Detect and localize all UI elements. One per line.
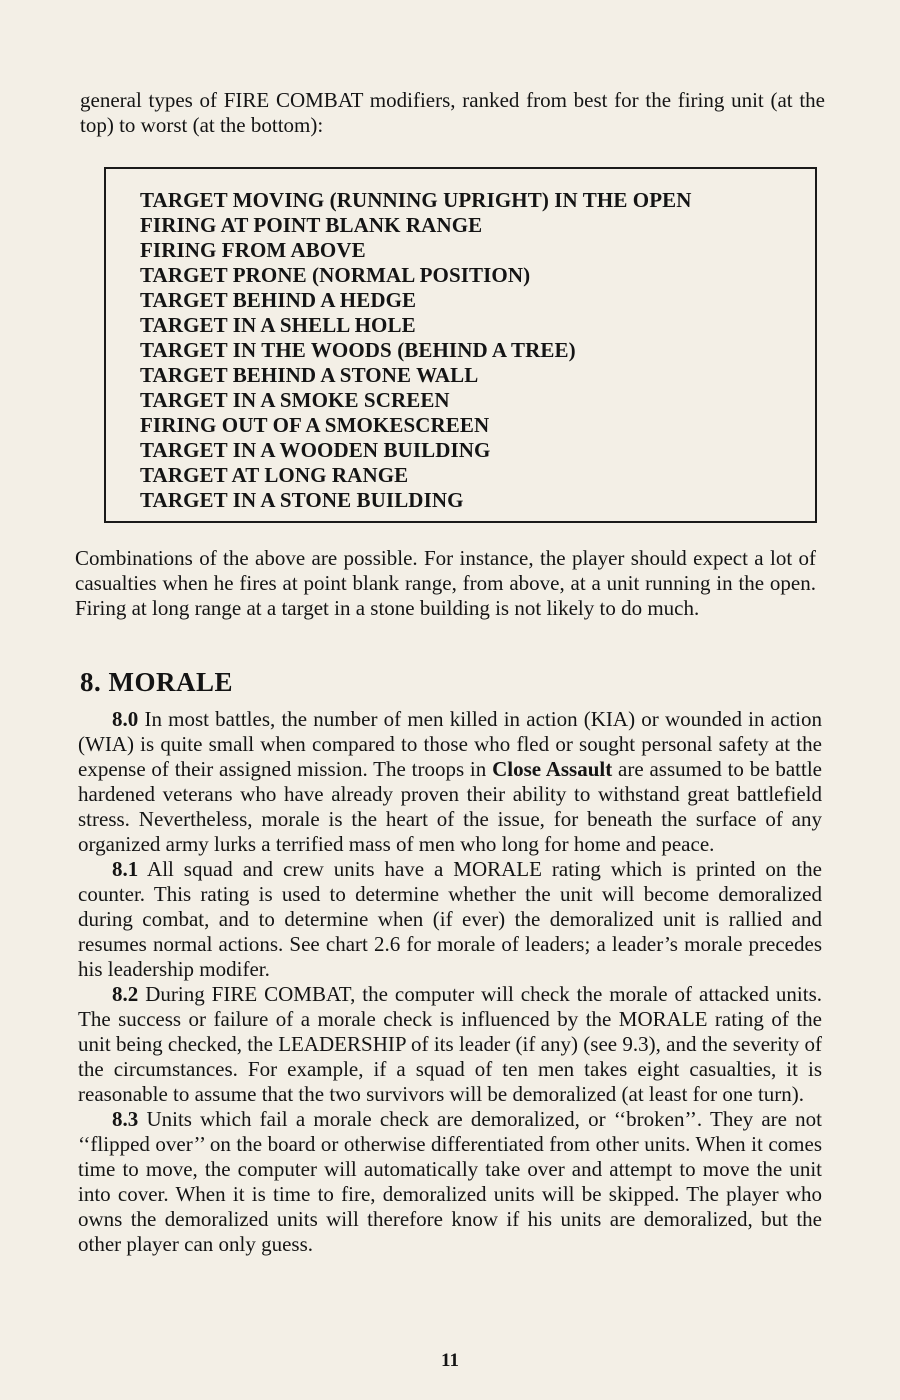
modifier-item: TARGET IN A WOODEN BUILDING <box>140 438 491 462</box>
paragraph-text: are assumed to be battle hardened veterans who have already proven their ability to withstand great battlefield stress. Nevertheless, morale is the heart of the issue, for beneath the surface of any organized army lurks a terrified mass of men who long for home and peace. <box>78 757 822 856</box>
modifier-item: TARGET IN A STONE BUILDING <box>140 488 464 512</box>
paragraph-number: 8.1 <box>112 857 139 881</box>
modifier-item: TARGET IN THE WOODS (BEHIND A TREE) <box>140 338 576 362</box>
paragraph-text: In most battles, the number of men killed in action (KIA) or wounded in action (WIA) is quite small when compared to those who fled or sought personal safety at the expense of their assigned mission. The troops in <box>78 707 822 781</box>
modifier-item: TARGET IN A SMOKE SCREEN <box>140 388 450 412</box>
modifier-item: TARGET PRONE (NORMAL POSITION) <box>140 263 531 287</box>
page-number: 11 <box>441 1350 459 1371</box>
paragraph-8-0 <box>78 707 822 857</box>
modifier-item: TARGET AT LONG RANGE <box>140 463 409 487</box>
paragraph-number: 8.3 <box>112 1107 139 1131</box>
paragraph-text: During FIRE COMBAT, the computer will check the morale of attacked units. The success or failure of a morale check is influenced by the MORALE rating of the unit being checked, the LEADERSHIP of its leader (if any) (see 9.3), and the severity of the circumstances. For example, if a squad of ten men takes eight casualties, it is reasonable to assume that the two survivors will be demoralized (at least for one turn). <box>78 982 822 1106</box>
modifier-item: FIRING AT POINT BLANK RANGE <box>140 213 483 237</box>
paragraph-8-1 <box>78 857 822 982</box>
modifier-item: TARGET BEHIND A STONE WALL <box>140 363 479 387</box>
paragraph-number: 8.2 <box>112 982 139 1006</box>
combinations-paragraph: Combinations of the above are possible. For instance, the player should expect a lot of casualties when he fires at point blank range, from above, at a unit running in the open. Firing at long range at a target in a stone building is not likely to do much. <box>75 546 816 620</box>
morale-section-body <box>78 707 822 1257</box>
modifier-item: FIRING OUT OF A SMOKESCREEN <box>140 413 490 437</box>
modifier-list <box>140 188 692 513</box>
modifier-item: TARGET IN A SHELL HOLE <box>140 313 416 337</box>
paragraph-text: All squad and crew units have a MORALE rating which is printed on the counter. This rating is used to determine whether the unit will become demoralized during combat, and to determine when (if ever) the demoralized unit is rallied and resumes normal actions. See chart 2.6 for morale of leaders; a leader’s morale precedes his leadership modifer. <box>78 857 822 981</box>
modifier-item: FIRING FROM ABOVE <box>140 238 366 262</box>
paragraph-number: 8.0 <box>112 707 139 731</box>
intro-paragraph: general types of FIRE COMBAT modifiers, ranked from best for the firing unit (at the top) to worst (at the bottom): <box>80 88 825 137</box>
paragraph-text: Units which fail a morale check are demoralized, or ‘‘broken’’. They are not ‘‘flipped over’’ on the board or otherwise differentiated from other units. When it comes time to move, the computer will automatically take over and attempt to move the unit into cover. When it is time to fire, demoralized units will be skipped. The player who owns the demoralized units will therefore know if his units are demoralized, but the other player can only guess. <box>78 1107 822 1256</box>
modifier-item: TARGET BEHIND A HEDGE <box>140 288 417 312</box>
fire-combat-modifiers-box <box>104 167 817 523</box>
section-heading-morale: 8. MORALE <box>80 667 233 697</box>
game-title-emphasis: Close Assault <box>492 757 613 781</box>
paragraph-8-3 <box>78 1107 822 1257</box>
paragraph-8-2 <box>78 982 822 1107</box>
modifier-item: TARGET MOVING (RUNNING UPRIGHT) IN THE OPEN <box>140 188 692 212</box>
